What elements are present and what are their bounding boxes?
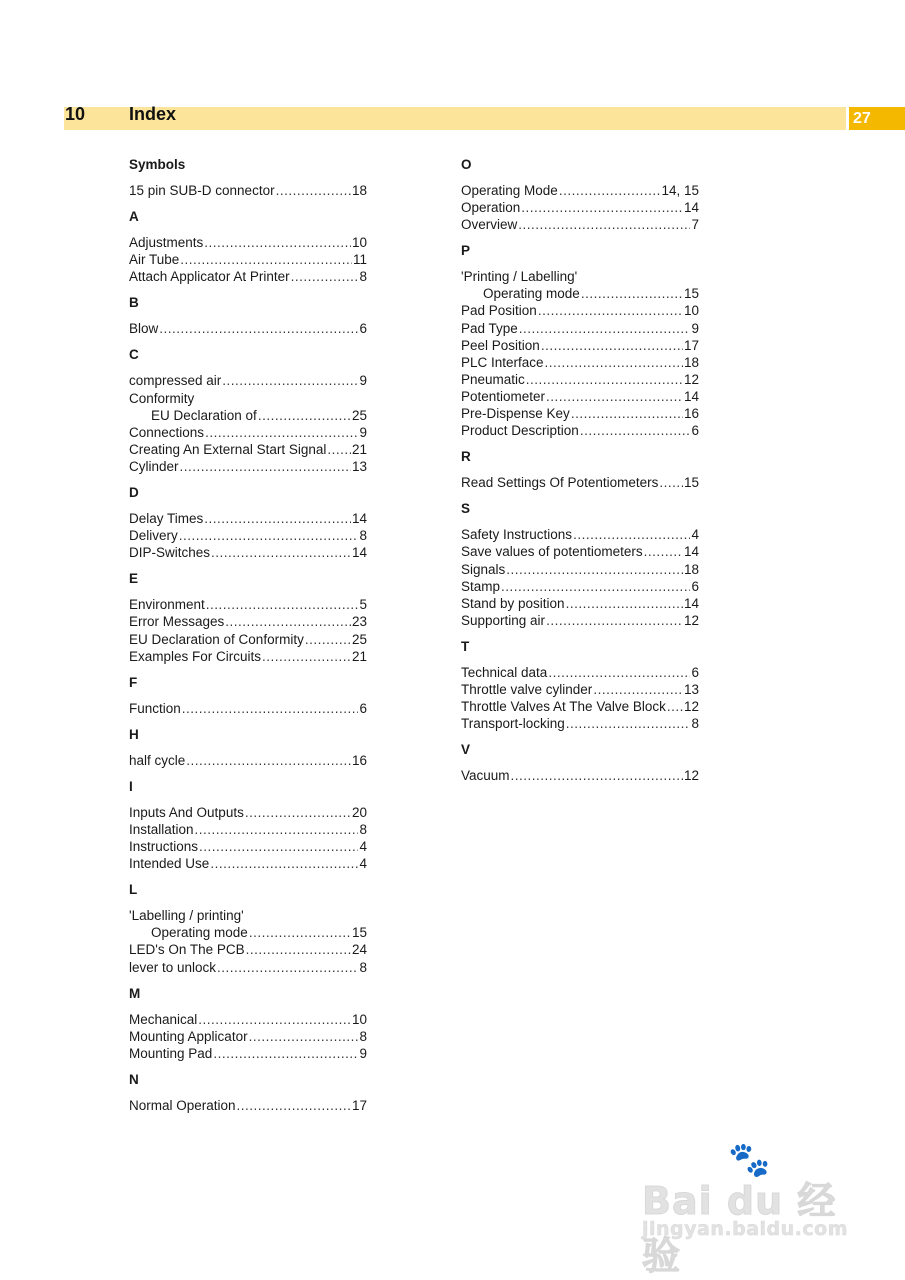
dot-leader <box>225 613 351 630</box>
dot-leader <box>571 405 683 422</box>
index-term: Conformity <box>129 390 195 406</box>
index-entry <box>129 372 367 389</box>
index-entry <box>461 422 699 439</box>
index-entry <box>461 767 699 784</box>
chapter-title: Index <box>129 104 177 124</box>
dot-leader <box>566 715 691 732</box>
index-term: Transport-locking <box>461 716 565 732</box>
index-page-ref: 21 <box>351 441 367 457</box>
index-term: Peel Position <box>461 337 540 353</box>
index-entry <box>129 838 367 855</box>
index-page-ref: 24 <box>351 942 367 958</box>
dot-leader <box>180 251 352 268</box>
index-page-ref: 8 <box>359 821 367 837</box>
index-group <box>129 985 367 1062</box>
index-entry <box>461 337 699 354</box>
index-term: Function <box>129 700 181 716</box>
index-term: Stamp <box>461 578 501 594</box>
index-term: Overview <box>461 217 518 233</box>
index-page-ref: 5 <box>359 597 367 613</box>
index-page-ref: 20 <box>351 804 367 820</box>
index-page-ref: 14, 15 <box>661 183 699 198</box>
index-entry <box>461 474 699 491</box>
index-term: LED's On The PCB <box>129 942 245 958</box>
index-page-ref: 12 <box>683 699 699 715</box>
index-entry <box>129 907 367 924</box>
dot-leader <box>580 422 691 439</box>
index-entry <box>129 234 367 251</box>
index-page-ref: 9 <box>359 373 367 389</box>
index-group <box>129 778 367 872</box>
dot-leader <box>566 595 683 612</box>
index-page-ref: 6 <box>691 423 699 439</box>
index-page-ref: 9 <box>359 1045 367 1061</box>
dot-leader <box>159 320 358 337</box>
index-term: Connections <box>129 424 205 440</box>
index-page-ref: 14 <box>683 544 699 560</box>
index-entry <box>129 613 367 630</box>
index-page-ref: 21 <box>351 648 367 664</box>
dot-leader <box>182 700 359 717</box>
index-page-ref: 12 <box>683 768 699 784</box>
index-entry <box>461 302 699 319</box>
index-term: Pad Type <box>461 320 518 336</box>
dot-leader <box>246 941 351 958</box>
dot-leader <box>538 302 683 319</box>
index-term: Signals <box>461 561 506 577</box>
index-entry <box>461 216 699 233</box>
index-letter-heading: Symbols <box>129 157 186 172</box>
index-term: Intended Use <box>129 856 210 872</box>
index-letter-heading: V <box>461 742 471 758</box>
index-term: Attach Applicator At Printer <box>129 269 290 285</box>
dot-leader <box>559 182 661 199</box>
index-entry <box>461 612 699 629</box>
dot-leader <box>546 388 683 405</box>
dot-leader <box>249 924 351 941</box>
index-page-ref: 9 <box>359 424 367 440</box>
index-page-ref: 6 <box>691 664 699 680</box>
index-page-ref: 17 <box>351 1097 367 1113</box>
watermark-logo-text: Bai du 经验 <box>642 1179 837 1278</box>
dot-leader <box>659 474 683 491</box>
index-entry <box>129 182 367 199</box>
index-page-ref: 10 <box>683 303 699 319</box>
index-group <box>129 156 367 199</box>
dot-leader <box>237 1097 351 1114</box>
index-term: 'Labelling / printing' <box>129 908 244 924</box>
index-term: Blow <box>129 321 159 337</box>
dot-leader <box>545 354 683 371</box>
dot-leader <box>541 337 683 354</box>
index-page-ref: 9 <box>691 320 699 336</box>
index-page-ref: 8 <box>691 716 699 732</box>
index-term: Mounting Applicator <box>129 1028 248 1044</box>
index-term: 'Printing / Labelling' <box>461 269 578 285</box>
index-page-ref: 7 <box>691 217 699 233</box>
index-letter-heading: O <box>461 157 472 172</box>
index-entry <box>461 371 699 388</box>
index-group <box>461 448 699 491</box>
index-term: DIP-Switches <box>129 545 211 561</box>
index-page-ref: 4 <box>359 839 367 855</box>
index-entry <box>461 664 699 681</box>
index-page-ref: 14 <box>683 595 699 611</box>
index-entry <box>129 268 367 285</box>
index-term: Error Messages <box>129 614 225 630</box>
index-term: half cycle <box>129 752 186 768</box>
index-term: EU Declaration of <box>151 407 257 423</box>
index-group <box>129 294 367 337</box>
index-entry <box>129 544 367 561</box>
index-term: Instructions <box>129 839 199 855</box>
dot-leader <box>179 527 359 544</box>
index-group <box>461 156 699 233</box>
dot-leader <box>501 578 690 595</box>
dot-leader <box>217 959 358 976</box>
index-entry <box>129 924 367 941</box>
index-term: Operating mode <box>151 925 248 941</box>
index-page-ref: 14 <box>351 511 367 527</box>
index-page-ref: 10 <box>351 235 367 251</box>
index-term: Operating mode <box>483 286 580 302</box>
dot-leader <box>180 458 351 475</box>
index-page-ref: 13 <box>351 458 367 474</box>
index-page-ref: 10 <box>351 1011 367 1027</box>
index-letter-heading: R <box>461 449 471 465</box>
index-entry <box>129 390 367 407</box>
index-page-ref: 14 <box>683 388 699 404</box>
index-term: Adjustments <box>129 235 204 251</box>
index-entry <box>129 1097 367 1114</box>
dot-leader <box>245 804 351 821</box>
index-page-ref: 13 <box>683 681 699 697</box>
dot-leader <box>305 631 351 648</box>
index-page-ref: 18 <box>351 183 367 198</box>
index-term: Normal Operation <box>129 1097 236 1113</box>
dot-leader <box>581 285 683 302</box>
index-term: Air Tube <box>129 252 180 268</box>
index-entry <box>129 424 367 441</box>
index-entry <box>461 543 699 560</box>
dot-leader <box>593 681 683 698</box>
index-entry <box>129 752 367 769</box>
index-entry <box>129 941 367 958</box>
dot-leader <box>546 612 683 629</box>
index-entry <box>129 527 367 544</box>
dot-leader <box>198 1011 351 1028</box>
index-page-ref: 23 <box>351 614 367 630</box>
index-term: Environment <box>129 597 205 613</box>
index-letter-heading: B <box>129 295 139 311</box>
index-term: Pre-Dispense Key <box>461 406 570 422</box>
index-entry <box>461 526 699 543</box>
index-entry <box>461 320 699 337</box>
index-entry <box>129 441 367 458</box>
index-group <box>461 741 699 784</box>
index-term: Mounting Pad <box>129 1045 213 1061</box>
dot-leader <box>667 698 683 715</box>
index-entry <box>129 631 367 648</box>
index-group <box>129 881 367 975</box>
dot-leader <box>206 596 359 613</box>
index-term: Product Description <box>461 423 579 439</box>
dot-leader <box>199 838 358 855</box>
index-group <box>129 570 367 664</box>
paw-logo-icon: 🐾 <box>728 1140 771 1180</box>
dot-leader <box>291 268 359 285</box>
index-page-ref: 17 <box>683 337 699 353</box>
index-page-ref: 15 <box>683 475 699 491</box>
index-page-ref: 12 <box>683 371 699 387</box>
dot-leader <box>518 216 690 233</box>
index-column-left <box>129 156 367 1123</box>
index-term: Potentiometer <box>461 388 546 404</box>
index-term: Technical data <box>461 664 548 680</box>
index-page-ref: 4 <box>691 527 699 543</box>
index-entry <box>129 1028 367 1045</box>
dot-leader <box>573 526 690 543</box>
baidu-watermark <box>640 1140 850 1278</box>
dot-leader <box>511 767 683 784</box>
index-term: Save values of potentiometers <box>461 544 643 560</box>
index-term: Pad Position <box>461 303 537 319</box>
index-page-ref: 18 <box>683 561 699 577</box>
index-page-ref: 6 <box>691 578 699 594</box>
index-entry <box>461 715 699 732</box>
index-term: compressed air <box>129 373 222 389</box>
index-page-ref: 8 <box>359 528 367 544</box>
dot-leader <box>210 855 358 872</box>
index-letter-heading: T <box>461 638 470 654</box>
index-entry <box>129 700 367 717</box>
index-group <box>129 484 367 561</box>
index-entry <box>461 388 699 405</box>
dot-leader <box>327 441 351 458</box>
index-term: Creating An External Start Signal <box>129 441 327 457</box>
index-entry <box>129 320 367 337</box>
index-page-ref: 11 <box>352 252 367 268</box>
index-page-ref: 16 <box>351 752 367 768</box>
index-term: Throttle Valves At The Valve Block <box>461 699 666 715</box>
index-group <box>129 674 367 717</box>
index-letter-heading: A <box>129 209 139 225</box>
index-page-ref: 8 <box>359 1028 367 1044</box>
index-term: Delay Times <box>129 511 204 527</box>
index-entry <box>129 821 367 838</box>
index-page-ref: 15 <box>683 286 699 302</box>
index-entry <box>129 510 367 527</box>
index-entry <box>129 407 367 424</box>
index-letter-heading: P <box>461 243 471 259</box>
index-letter-heading: H <box>129 726 139 742</box>
chapter-header-band <box>64 107 846 130</box>
index-page-ref: 14 <box>351 545 367 561</box>
index-letter-heading: C <box>129 347 139 363</box>
index-term: Operation <box>461 200 521 216</box>
index-page-ref: 8 <box>359 959 367 975</box>
index-group <box>129 208 367 285</box>
index-group <box>461 242 699 439</box>
index-entry <box>461 285 699 302</box>
dot-leader <box>521 199 683 216</box>
dot-leader <box>548 664 690 681</box>
chapter-number: 10 <box>65 104 86 124</box>
index-term: Cylinder <box>129 458 179 474</box>
index-group <box>129 726 367 769</box>
index-entry <box>461 681 699 698</box>
index-entry <box>461 578 699 595</box>
index-letter-heading: E <box>129 571 139 587</box>
index-page-ref: 15 <box>351 925 367 941</box>
page-number: 27 <box>849 107 905 130</box>
index-term: Read Settings Of Potentiometers <box>461 475 659 491</box>
dot-leader <box>195 821 359 838</box>
index-entry <box>129 648 367 665</box>
index-entry <box>461 561 699 578</box>
index-term: 15 pin SUB-D connector <box>129 183 275 198</box>
index-page-ref: 8 <box>359 269 367 285</box>
index-entry <box>461 354 699 371</box>
index-term: Stand by position <box>461 595 565 611</box>
index-letter-heading: F <box>129 674 138 690</box>
index-entry <box>129 804 367 821</box>
dot-leader <box>519 320 691 337</box>
dot-leader <box>186 752 351 769</box>
index-letter-heading: L <box>129 882 138 898</box>
index-entry <box>461 199 699 216</box>
index-term: Pneumatic <box>461 371 525 387</box>
index-page-ref: 25 <box>351 631 367 647</box>
dot-leader <box>644 543 683 560</box>
index-page-ref: 16 <box>683 406 699 422</box>
index-entry <box>461 268 699 285</box>
index-page-ref: 25 <box>351 407 367 423</box>
index-page-ref: 18 <box>683 354 699 370</box>
dot-leader <box>276 182 351 199</box>
index-term: Mechanical <box>129 1011 198 1027</box>
index-entry <box>461 405 699 422</box>
index-entry <box>461 182 699 199</box>
index-letter-heading: D <box>129 485 139 501</box>
dot-leader <box>258 407 351 424</box>
index-term: lever to unlock <box>129 959 217 975</box>
dot-leader <box>205 424 358 441</box>
index-term: PLC Interface <box>461 354 544 370</box>
index-entry <box>129 855 367 872</box>
index-entry <box>129 1011 367 1028</box>
dot-leader <box>213 1045 358 1062</box>
index-letter-heading: S <box>461 501 471 517</box>
dot-leader <box>506 561 683 578</box>
index-page-ref: 6 <box>359 321 367 337</box>
index-term: Safety Instructions <box>461 527 573 543</box>
index-term: Installation <box>129 821 194 837</box>
index-entry <box>129 458 367 475</box>
index-term: Supporting air <box>461 612 546 628</box>
index-entry <box>461 698 699 715</box>
dot-leader <box>249 1028 359 1045</box>
index-term: Delivery <box>129 528 178 544</box>
dot-leader <box>526 371 683 388</box>
index-entry <box>461 595 699 612</box>
index-page-ref: 4 <box>359 856 367 872</box>
index-term: Inputs And Outputs <box>129 804 244 820</box>
dot-leader <box>204 510 351 527</box>
index-term: Throttle valve cylinder <box>461 681 593 697</box>
index-group <box>461 500 699 629</box>
dot-leader <box>211 544 351 561</box>
dot-leader <box>204 234 351 251</box>
index-term: Examples For Circuits <box>129 648 262 664</box>
index-entry <box>129 596 367 613</box>
index-group <box>461 638 699 732</box>
index-letter-heading: M <box>129 985 141 1001</box>
index-term: Vacuum <box>461 768 510 784</box>
index-term: EU Declaration of Conformity <box>129 631 304 647</box>
index-entry <box>129 959 367 976</box>
index-entry <box>129 1045 367 1062</box>
index-column-right <box>461 156 699 793</box>
watermark-url: jingyan.baidu.com <box>642 1218 848 1240</box>
index-group <box>129 346 367 475</box>
dot-leader <box>262 648 351 665</box>
index-group <box>129 1071 367 1114</box>
index-page-ref: 6 <box>359 700 367 716</box>
index-term: Operating Mode <box>461 183 558 198</box>
dot-leader <box>222 372 358 389</box>
index-letter-heading: N <box>129 1071 139 1087</box>
index-letter-heading: I <box>129 778 133 794</box>
index-entry <box>129 251 367 268</box>
index-page-ref: 14 <box>683 200 699 216</box>
index-page-ref: 12 <box>683 612 699 628</box>
